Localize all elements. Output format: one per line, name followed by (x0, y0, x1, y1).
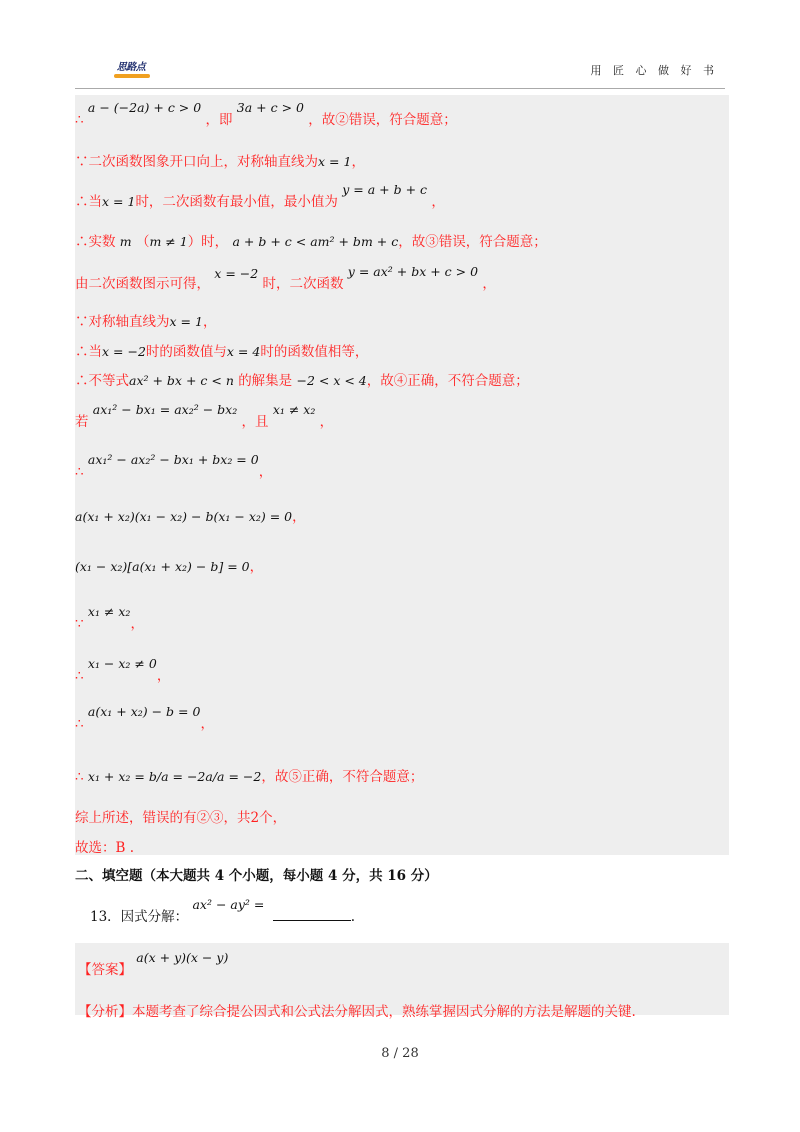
solution-line (75, 340, 368, 360)
section-title: 二、填空题（本大题共 4 个小题，每小题 4 分，共 16 分） (75, 868, 438, 884)
solution-line (75, 369, 529, 389)
solution-line (75, 505, 306, 525)
line-text: ∴不等式 (75, 373, 129, 389)
formula: x = 1 (102, 194, 136, 209)
line-text: ， (249, 559, 264, 575)
line-text: 时的函数值与 (145, 344, 227, 360)
line-text: 时，二次函数 (262, 276, 344, 292)
line-text: ∴实数 (75, 234, 116, 250)
formula: m (119, 234, 132, 249)
line-text: ，即 (205, 112, 233, 128)
formula: ax² + bx + c < n (129, 373, 234, 388)
formula: a(x + y)(x − y) (136, 950, 229, 965)
solution-line (75, 230, 547, 250)
solution-line (75, 604, 144, 632)
publisher-logo (110, 56, 152, 74)
formula: −2 < x < 4 (296, 373, 367, 388)
solution-line (75, 806, 286, 826)
solution-line (75, 182, 445, 210)
line-text: ∴ (75, 716, 84, 732)
line-text: ∴ (75, 769, 84, 785)
line-text: 时的函数值相等， (260, 344, 369, 360)
line-text: ，故⑤正确，不符合题意； (261, 769, 424, 785)
formula: y = ax² + bx + c > 0 (347, 264, 479, 279)
solution-line (75, 656, 171, 684)
line-text: 综上所述，错误的有②③，共2个， (75, 810, 287, 826)
analysis-label: 【分析】 (78, 1004, 132, 1020)
answer-line (78, 950, 229, 978)
formula: x₁ ≠ x₂ (272, 402, 316, 417)
line-text: ∴当 (75, 194, 102, 210)
formula: a(x₁ + x₂) − b = 0 (87, 704, 201, 719)
formula: ax₁² − bx₁ = ax₂² − bx₂ (92, 402, 238, 417)
formula: x = −2 (102, 344, 146, 359)
answer-label: 【答案】 (78, 962, 132, 978)
line-text: ∴当 (75, 344, 102, 360)
formula: ax² − ay² = (192, 897, 265, 912)
line-text: ， (200, 716, 214, 732)
formula: m ≠ 1 (149, 234, 188, 249)
analysis-text: 本题考查了综合提公因式和公式法分解因式，熟练掌握因式分解的方法是解题的关键. (132, 1004, 636, 1020)
solution-line (75, 836, 134, 856)
formula: x = −2 (214, 266, 259, 281)
page-number: 8 / 28 (381, 1046, 419, 1061)
line-text: 故选：B . (75, 840, 135, 856)
formula: ax₁² − ax₂² − bx₁ + bx₂ = 0 (87, 452, 259, 467)
line-text: ，故③错误，符合题意； (398, 234, 547, 250)
formula: x = 1 (169, 314, 203, 329)
line-text: 由二次函数图示可得， (75, 276, 210, 292)
formula: x = 1 (318, 154, 352, 169)
line-text: ∵ (75, 616, 84, 632)
solution-line (75, 100, 457, 128)
line-text: ， (258, 464, 273, 480)
page-header (0, 0, 800, 90)
line-text: ， (202, 314, 217, 330)
line-text: ，且 (241, 414, 269, 430)
formula: x₁ − x₂ ≠ 0 (87, 656, 157, 671)
line-text: ，故②错误，符合题意； (308, 112, 457, 128)
line-text: ∵二次函数图象开口向上，对称轴直线为 (75, 154, 318, 170)
line-text: ∴ (75, 464, 84, 480)
line-text: ）时， (187, 234, 229, 250)
solution-line (75, 765, 423, 785)
formula: y = a + b + c (342, 182, 428, 197)
solution-line (75, 555, 263, 575)
formula: 3a + c > 0 (236, 100, 304, 115)
header-divider (75, 88, 725, 89)
formula: (x₁ − x₂)[a(x₁ + x₂) − b] = 0 (75, 559, 250, 574)
line-text: 时，二次函数有最小值，最小值为 (135, 194, 338, 210)
solution-line (75, 402, 334, 430)
line-prefix: ∴ (75, 112, 84, 128)
line-text: 若 (75, 414, 89, 430)
analysis-line (78, 1000, 636, 1020)
line-text: ， (431, 194, 445, 210)
formula: x₁ ≠ x₂ (87, 604, 131, 619)
line-text: ， (292, 509, 306, 525)
line-text: （ (135, 234, 150, 250)
solution-line (75, 264, 496, 292)
formula: a(x₁ + x₂)(x₁ − x₂) − b(x₁ − x₂) = 0 (75, 509, 293, 524)
line-text: ， (351, 154, 365, 170)
line-text: ， (130, 616, 144, 632)
logo-swoosh-icon (114, 74, 150, 78)
logo-text: 思路点 (116, 61, 146, 73)
line-text: ， (319, 414, 334, 430)
formula: a − (−2a) + c > 0 (87, 100, 202, 115)
answer-blank (273, 920, 351, 921)
question-end: . (350, 909, 355, 925)
line-text: ， (156, 668, 171, 684)
formula: a + b + c < am² + bm + c (232, 234, 399, 249)
line-text: ∴ (75, 668, 84, 684)
question-13 (90, 897, 355, 925)
solution-line (75, 452, 273, 480)
line-text: ， (482, 276, 496, 292)
solution-line (75, 150, 365, 170)
line-text: 的解集是 (238, 373, 293, 389)
question-label: 13．因式分解： (90, 909, 189, 925)
solution-line (75, 310, 216, 330)
solution-line (75, 704, 214, 732)
formula: x₁ + x₂ = b/a = −2a/a = −2 (87, 769, 262, 784)
header-motto: 用 匠 心 做 好 书 (590, 64, 718, 77)
line-text: ，故④正确，不符合题意； (366, 373, 529, 389)
formula: x = 4 (226, 344, 261, 359)
line-text: ∵对称轴直线为 (75, 314, 170, 330)
